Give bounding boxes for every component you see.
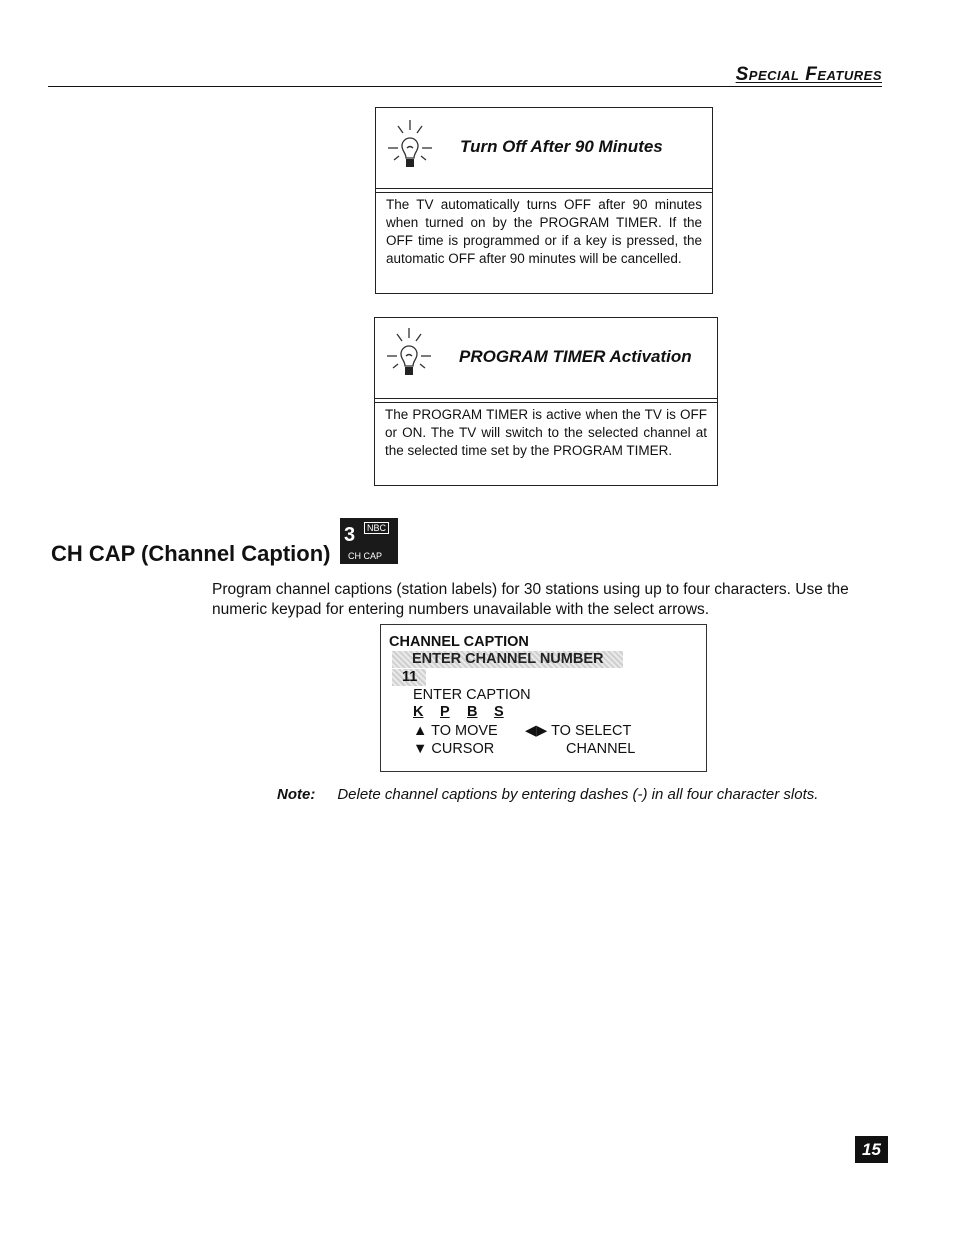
ch-cap-icon: [340, 518, 398, 564]
chcap-description: Program channel captions (station labels) for 30 stations using up to four characters. Use the numeric keypad for entering numbers unavailable with the select arrows.: [212, 581, 849, 618]
tip-box-program-timer: [374, 317, 718, 486]
lightbulb-icon: [384, 118, 438, 178]
note-label: Note:: [277, 786, 316, 803]
channel-caption-screen: [380, 624, 707, 772]
caption-char: S: [494, 704, 504, 720]
note: [277, 786, 818, 803]
tip-title: Turn Off After 90 Minutes: [460, 137, 663, 156]
tip-box-turn-off: [375, 107, 713, 294]
osd-select-hint: ◀▶ TO SELECT: [525, 723, 632, 739]
header-rule: [48, 86, 882, 87]
note-text: Delete channel captions by entering dashes (-) in all four character slots.: [337, 786, 819, 803]
osd-channel-value: 11: [392, 669, 426, 686]
caption-char: B: [467, 704, 478, 720]
osd-title: CHANNEL CAPTION: [389, 634, 529, 650]
osd-enter-channel-highlight: ENTER CHANNEL NUMBER: [392, 651, 623, 668]
osd-move-hint: ▲ TO MOVE: [413, 723, 498, 739]
ch-cap-icon-network: NBC: [364, 522, 389, 534]
caption-char: K: [413, 704, 424, 720]
osd-cursor-hint: ▼ CURSOR: [413, 741, 495, 757]
tip-body: The PROGRAM TIMER is active when the TV is OFF or ON. The TV will switch to the selected channel at the selected time set by the PROGRAM TIMER.: [385, 407, 707, 458]
osd-enter-caption: ENTER CAPTION: [413, 687, 531, 703]
page-number: 15: [855, 1136, 888, 1163]
osd-channel-hint: CHANNEL: [566, 741, 636, 757]
osd-caption-characters: [413, 704, 521, 720]
section-header: Special Features: [735, 64, 882, 85]
ch-cap-icon-label: CH CAP: [348, 551, 383, 561]
tip-body: The TV automatically turns OFF after 90 minutes when turned on by the PROGRAM TIMER. If the OFF time is programmed or if a key is pressed, the automatic OFF after 90 minutes will be cancelled.: [386, 197, 702, 266]
tip-title: PROGRAM TIMER Activation: [459, 347, 692, 366]
chcap-heading: CH CAP (Channel Caption): [51, 541, 331, 566]
lightbulb-icon: [383, 326, 437, 386]
caption-char: P: [440, 704, 450, 720]
ch-cap-icon-number: 3: [344, 524, 356, 546]
